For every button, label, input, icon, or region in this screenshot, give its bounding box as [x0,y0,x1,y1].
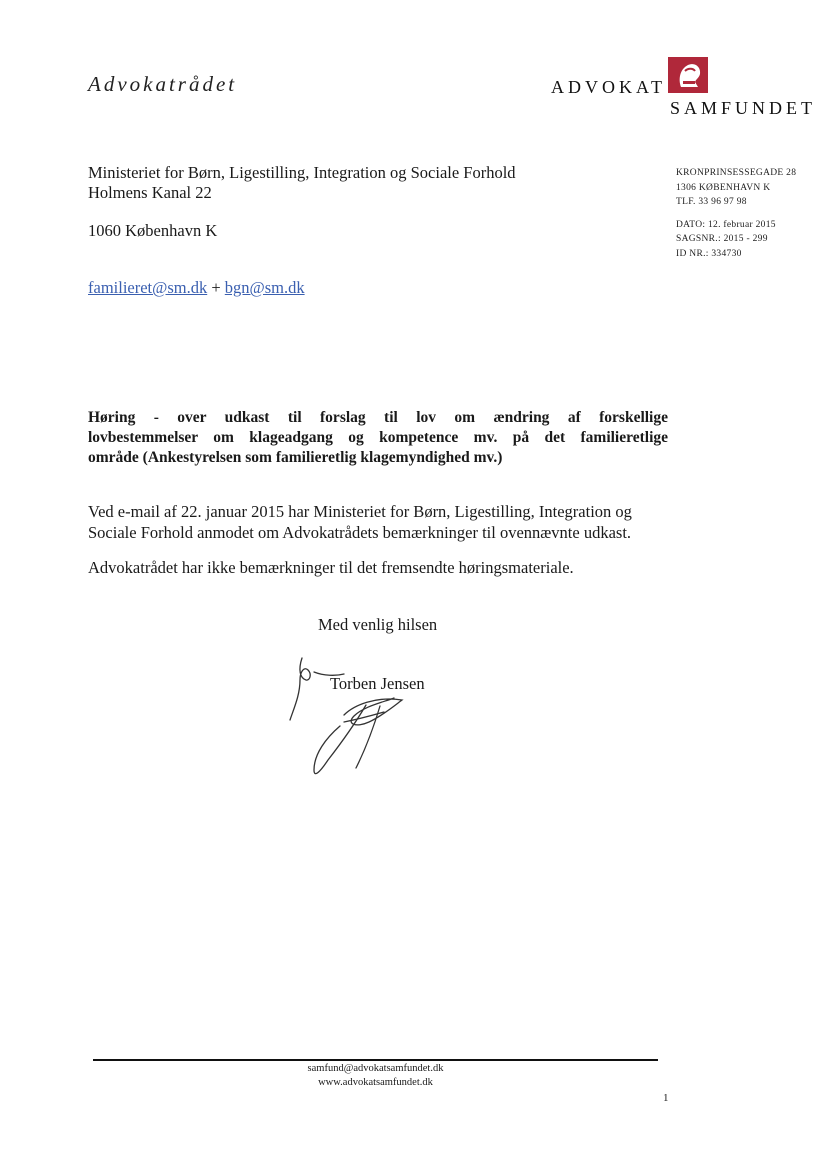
sender-street: KRONPRINSESSEGADE 28 [676,168,797,178]
page-number: 1 [663,1092,669,1104]
letter-date: DATO: 12. februar 2015 [676,219,776,230]
logo-text-advokat: ADVOKAT [551,77,666,97]
sender-info [676,166,796,261]
subject-line: område (Ankestyrelsen som familieretlig klagemyndighed mv.) [88,449,503,466]
recipient-name: Ministeriet for Børn, Ligestilling, Integration og Sociale Forhold [88,163,516,182]
logo-icon [668,57,708,93]
letter-subject [88,408,668,468]
recipient-city: 1060 København K [88,221,218,240]
sender-phone: TLF. 33 96 97 98 [676,197,747,207]
org-name: Advokatrådet [88,72,238,96]
recipient-emails [88,278,305,298]
footer-divider [93,1059,658,1061]
email-link-bgn[interactable]: bgn@sm.dk [224,278,305,297]
email-separator: + [211,278,221,297]
closing-greeting: Med venlig hilsen [318,615,438,634]
email-link-familieret[interactable]: familieret@sm.dk [88,278,208,297]
recipient-street: Holmens Kanal 22 [88,183,212,202]
case-number: SAGSNR.: 2015 - 299 [676,234,768,244]
subject-line: Høring - over udkast til forslag til lov om ændring af forskellige [88,409,668,426]
handwritten-signature [284,650,414,780]
body-paragraph-2: Advokatrådet har ikke bemærkninger til det fremsendte høringsmateriale. [88,558,574,577]
logo-text-samfundet: SAMFUNDET [670,98,817,118]
sender-city: 1306 KØBENHAVN K [676,182,771,193]
footer-website[interactable]: www.advokatsamfundet.dk [318,1076,433,1088]
body-paragraph-1: Ved e-mail af 22. januar 2015 har Ministeriet for Børn, Ligestilling, Integration og Sociale Forhold anmodet om Advokatrådets bemærkninger til ovennævnte udkast. [88,502,632,542]
footer-email[interactable]: samfund@advokatsamfundet.dk [307,1063,444,1074]
subject-line: lovbestemmelser om klageadgang og kompetence mv. på det familieretlige [88,429,668,446]
signer-name: Torben Jensen [330,674,425,693]
footer [93,1062,658,1089]
recipient-address [88,163,516,241]
id-number: ID NR.: 334730 [676,248,742,259]
